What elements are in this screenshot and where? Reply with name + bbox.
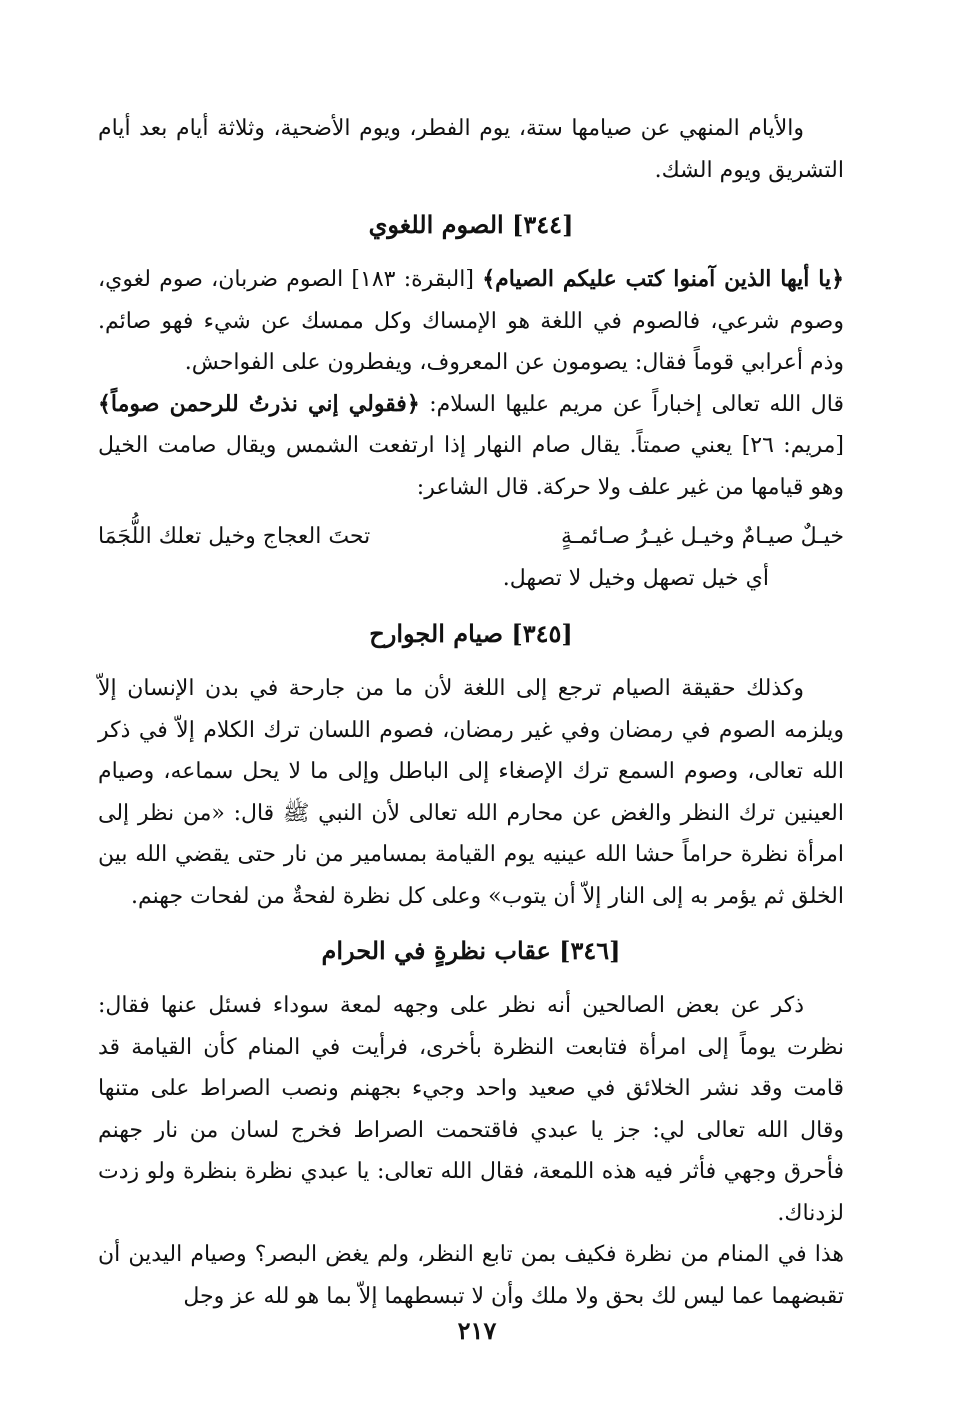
section-344-paragraph-1: [98, 259, 844, 384]
section-344-paragraph-2: [98, 384, 844, 509]
section-344-text-2a: قال الله تعالى إخباراً عن مريم عليها السلام:: [419, 391, 844, 417]
section-344-text-2b: [مريم: ٢٦] يعني صمتاً. يقال صام النهار إذا ارتفعت الشمس ويقال صامت الخيل وهو قيامها من غير علف ولا حركة. قال الشاعر:: [98, 433, 844, 500]
section-346-heading: [٣٤٦] عقاب نظرةٍ في الحرام: [321, 936, 621, 965]
intro-paragraph: والأيام المنهي عن صيامها ستة، يوم الفطر، ويوم الأضحية، وثلاثة أيام بعد أيام التشريق ويوم الشك.: [98, 116, 844, 183]
poem-second-hemistich: تحتَ العجاج وخيل تعلك اللُّجَمَا: [98, 524, 371, 549]
page-number: ٢١٧: [457, 1316, 497, 1345]
section-344-heading: [٣٤٤] الصوم اللغوي: [368, 210, 574, 239]
section-345-paragraph: وكذلك حقيقة الصيام ترجع إلى اللغة لأن ما من جارحة في بدن الإنسان إلاّ ويلزمه الصوم في رمضان وفي غير رمضان، فصوم اللسان ترك الكلام إلاّ في ذكر الله تعالى، وصوم السمع ترك الإصغاء إلى الباطل وإلى ما لا يحل سماعه، وصيام العينين ترك النظر والغض عن محارم الله تعالى لأن النبي ﷺ قال: «من نظر إلى امرأة نظرة حراماً حشا الله عينيه يوم القيامة بمسامير من نار حتى يقضي الله بين الخلق ثم يؤمر به إلى النار إلاّ أن يتوب» وعلى كل نظرة لفحةٌ من لفحات جهنم.: [98, 676, 844, 909]
poem-explanation: أي خيل تصهل وخيل لا تصهل.: [502, 566, 769, 591]
poem-first-hemistich: خيـلٌ صيـامٌ وخيـل غيـرُ صـائمـةٍ: [560, 524, 844, 549]
section-344-text-1: [البقرة: ١٨٣] الصوم ضربان، صوم لغوي، وصوم شرعي، فالصوم في اللغة هو الإمساك وكل ممسك عن شيء فهو صائم. وذم أعرابي قوماً فقال: يصومون عن المعروف، ويفطرون على الفواحش.: [98, 267, 844, 375]
quran-quote-baqarah: ﴿يا أيها الذين آمنوا كتب عليكم الصيام﴾: [482, 266, 844, 292]
section-346-paragraph-1: ذكر عن بعض الصالحين أنه نظر على وجهه لمعة سوداء فسئل عنها فقال: نظرت يوماً إلى امرأة فتابعت النظرة بأخرى، فرأيت في المنام كأن القيامة قد قامت وقد نشر الخلائق في صعيد واحد وجيء بجهنم ونصب الصراط على متنها وقال الله تعالى لي: جز يا عبدي فاقتحمت الصراط فخرج لسان من نار جهنم فأحرق وجهي فأثر فيه هذه اللمعة، فقال الله تعالى: يا عبدي نظرة بنظرة ولو زدت لزدناك.: [98, 993, 844, 1226]
quran-quote-maryam: ﴿فقولي إني نذرتُ للرحمن صوماً﴾: [98, 390, 420, 417]
section-345-heading: [٣٤٥] صيام الجوارح: [369, 619, 573, 648]
poem-verse: [98, 516, 844, 558]
section-346-paragraph-2: هذا في المنام من نظرة فكيف بمن تابع النظر، ولم يغض البصر؟ وصيام اليدين أن تقبضهما عما ليس لك بحق ولا ملك وأن لا تبسطهما إلاّ بما هو لله عز وجل: [98, 1242, 844, 1309]
